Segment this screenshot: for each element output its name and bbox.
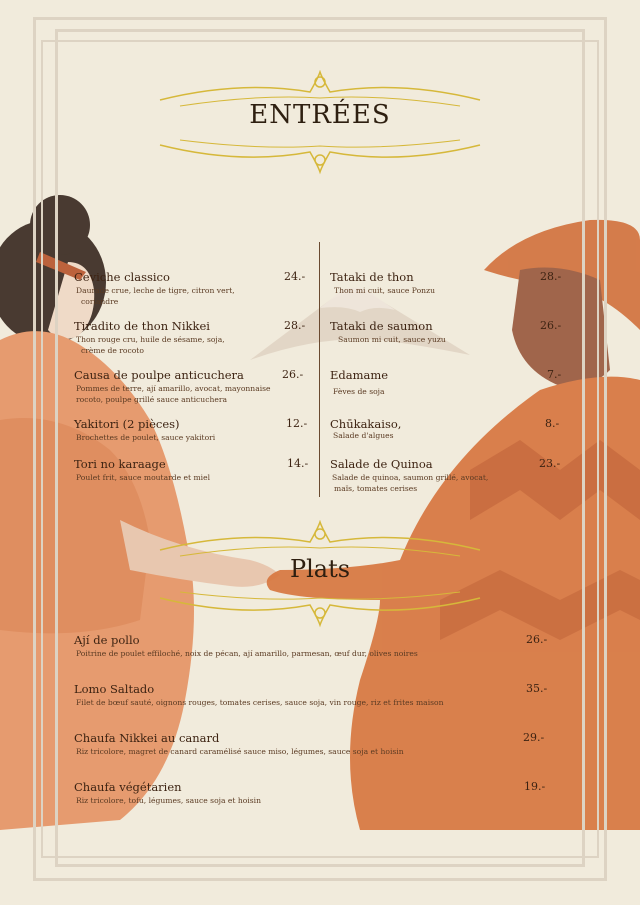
item-description: Riz tricolore, magret de canard caramélisé sauce miso, légumes, sauce soja et hoisin — [76, 747, 404, 756]
item-name: Ceviche classico — [74, 270, 170, 284]
item-name: Chaufa végétarien — [74, 780, 182, 794]
item-name: Edamame — [330, 368, 389, 382]
item-price: 29.- — [523, 731, 545, 744]
item-price: 35.- — [526, 682, 548, 695]
item-description — [74, 334, 294, 356]
item-price: 26.- — [282, 368, 304, 381]
item-description: Brochettes de poulet, sauce yakitori — [76, 433, 216, 442]
menu-item — [74, 319, 294, 356]
item-price: 23.- — [539, 457, 561, 470]
item-desc-line: coriandre — [81, 297, 119, 306]
menu-item — [330, 270, 530, 296]
menu-item — [74, 270, 294, 307]
item-desc-line: rocoto, poulpe grillé sauce anticuchera — [76, 395, 227, 404]
item-desc-line: Thon rouge cru, huile de sésame, soja, — [76, 335, 225, 344]
item-description: Riz tricolore, tofu, légumes, sauce soja et hoisin — [76, 796, 262, 805]
item-description: Poitrine de poulet effiloché, noix de pécan, ají amarillo, parmesan, œuf dur, olives noires — [76, 649, 418, 658]
item-price: 12.- — [286, 417, 308, 430]
item-description — [74, 285, 294, 307]
item-price: 8.- — [545, 417, 560, 430]
menu-item — [330, 417, 530, 441]
item-name: Tataki de saumon — [330, 319, 433, 333]
column-divider — [319, 242, 320, 497]
item-price: 7.- — [547, 368, 562, 381]
item-name: Ají de pollo — [74, 633, 140, 647]
item-description — [330, 472, 530, 494]
menu-item — [74, 457, 294, 483]
item-price: 26.- — [540, 319, 562, 332]
menu-item — [74, 682, 514, 708]
menu-item — [74, 368, 294, 405]
entrees-title: ENTRÉES — [249, 100, 391, 130]
item-name: Chūkakaiso, — [330, 417, 402, 431]
item-desc-line: maïs, tomates cerises — [334, 484, 418, 493]
menu-item — [330, 368, 530, 397]
item-name: Causa de poulpe anticuchera — [74, 368, 244, 382]
item-name: Yakitori (2 pièces) — [74, 417, 180, 431]
item-description: Filet de bœuf sauté, oignons rouges, tomates cerises, sauce soja, vin rouge, riz et frites maison — [76, 698, 444, 707]
item-price: 14.- — [287, 457, 309, 470]
item-price: 24.- — [284, 270, 306, 283]
item-price: 28.- — [284, 319, 306, 332]
menu-item — [74, 780, 514, 806]
item-desc-line: Salade de quinoa, saumon grillé, avocat, — [332, 473, 489, 482]
menu-item — [330, 319, 530, 345]
item-price: 26.- — [526, 633, 548, 646]
menu-item — [330, 457, 530, 494]
item-description: Saumon mi cuit, sauce yuzu — [338, 335, 446, 344]
menu-item — [74, 633, 514, 659]
item-desc-line: Daurade crue, leche de tigre, citron vert, — [76, 286, 235, 295]
plats-title: Plats — [289, 555, 351, 583]
item-name: Tataki de thon — [330, 270, 414, 284]
item-name: Chaufa Nikkei au canard — [74, 731, 220, 745]
item-price: 28.- — [540, 270, 562, 283]
item-desc-line: Pommes de terre, ají amarillo, avocat, mayonnaise — [76, 384, 271, 393]
item-name: Tiradito de thon Nikkei — [74, 319, 210, 333]
item-description: Salade d'algues — [333, 431, 394, 440]
item-description: Fèves de soja — [333, 387, 385, 396]
item-description: Poulet frit, sauce moutarde et miel — [76, 473, 211, 482]
item-price: 19.- — [524, 780, 546, 793]
menu-item — [74, 731, 514, 757]
item-description: Thon mi cuit, sauce Ponzu — [334, 286, 435, 295]
item-name: Lomo Saltado — [74, 682, 155, 696]
item-description — [74, 383, 294, 405]
item-desc-line: crème de rocoto — [81, 346, 144, 355]
item-name: Salade de Quinoa — [330, 457, 433, 471]
menu-item — [74, 417, 294, 443]
item-name: Tori no karaage — [74, 457, 166, 471]
